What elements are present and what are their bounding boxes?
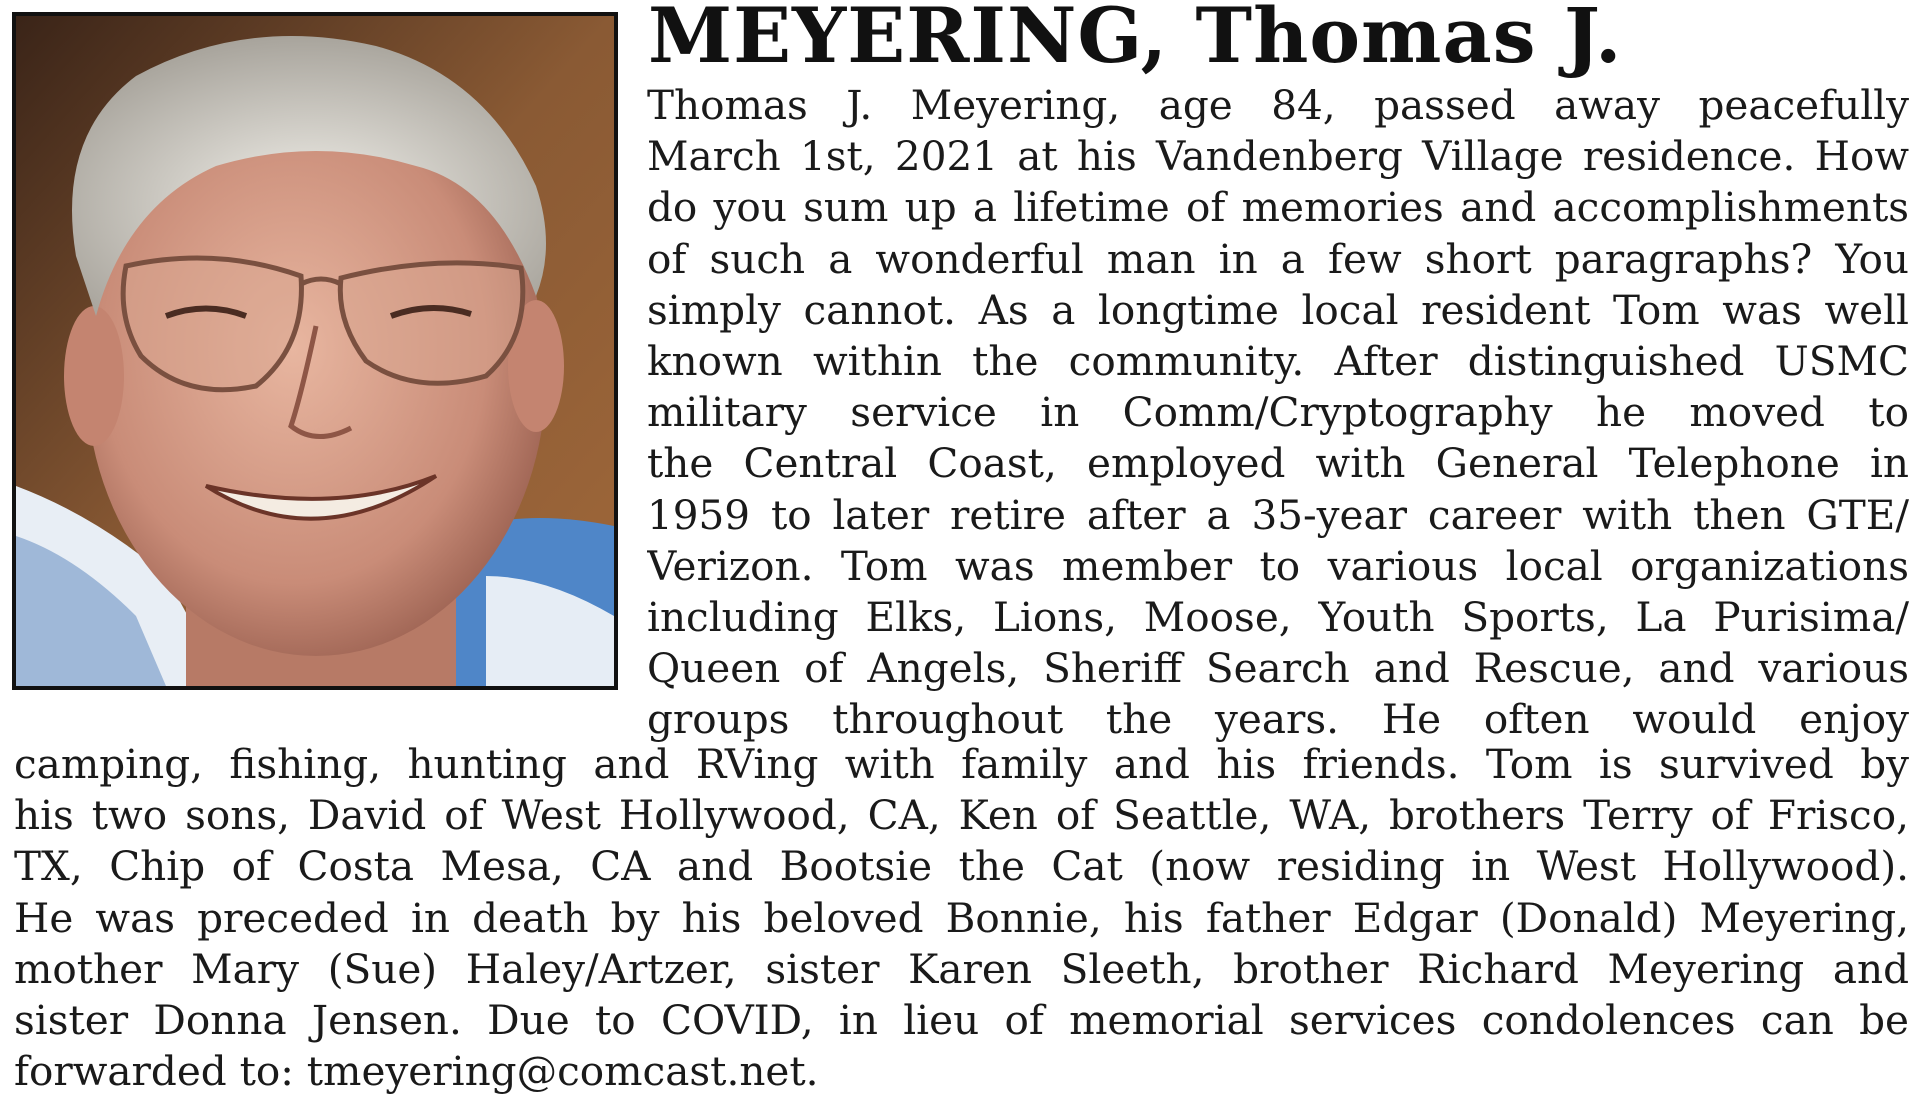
text-line: Queen of Angels, Sheriff Search and Rescue, and various: [647, 644, 1909, 693]
text-line: his two sons, David of West Hollywood, CA, Ken of Seattle, WA, brothers Terry of Frisco,: [14, 791, 1909, 840]
text-line: 1959 to later retire after a 35-year career with then GTE/: [647, 490, 1909, 539]
text-line: TX, Chip of Costa Mesa, CA and Bootsie the Cat (now residing in West Hollywood).: [14, 842, 1909, 891]
text-line: simply cannot. As a longtime local resident Tom was well: [647, 285, 1909, 334]
text-line: He was preceded in death by his beloved Bonnie, his father Edgar (Donald) Meyering,: [14, 893, 1909, 942]
text-line: groups throughout the years. He often would enjoy: [647, 695, 1909, 744]
obituary-headline: MEYERING, Thomas J.: [648, 0, 1623, 80]
text-line: including Elks, Lions, Moose, Youth Sports, La Purisima/: [647, 592, 1909, 641]
text-line: do you sum up a lifetime of memories and accomplishments: [647, 183, 1909, 232]
text-line: March 1st, 2021 at his Vandenberg Village residence. How: [647, 132, 1909, 181]
obituary-column-text: [647, 80, 1909, 745]
text-line: mother Mary (Sue) Haley/Artzer, sister Karen Sleeth, brother Richard Meyering and: [14, 944, 1909, 993]
portrait-photo: [12, 12, 618, 690]
text-line: Verizon. Tom was member to various local organizations: [647, 541, 1909, 590]
text-line: sister Donna Jensen. Due to COVID, in lieu of memorial services condolences can be: [14, 995, 1909, 1044]
text-line: the Central Coast, employed with General Telephone in: [647, 439, 1909, 488]
text-line: camping, fishing, hunting and RVing with family and his friends. Tom is survived by: [14, 740, 1909, 788]
text-line: forwarded to: tmeyering@comcast.net.: [14, 1047, 819, 1096]
text-line: known within the community. After distinguished USMC: [647, 336, 1909, 385]
obituary-wide-text: [14, 739, 1909, 1097]
text-line: of such a wonderful man in a few short paragraphs? You: [647, 234, 1909, 283]
text-line: military service in Comm/Cryptography he moved to: [647, 388, 1909, 437]
text-line: Thomas J. Meyering, age 84, passed away peacefully: [647, 81, 1909, 129]
